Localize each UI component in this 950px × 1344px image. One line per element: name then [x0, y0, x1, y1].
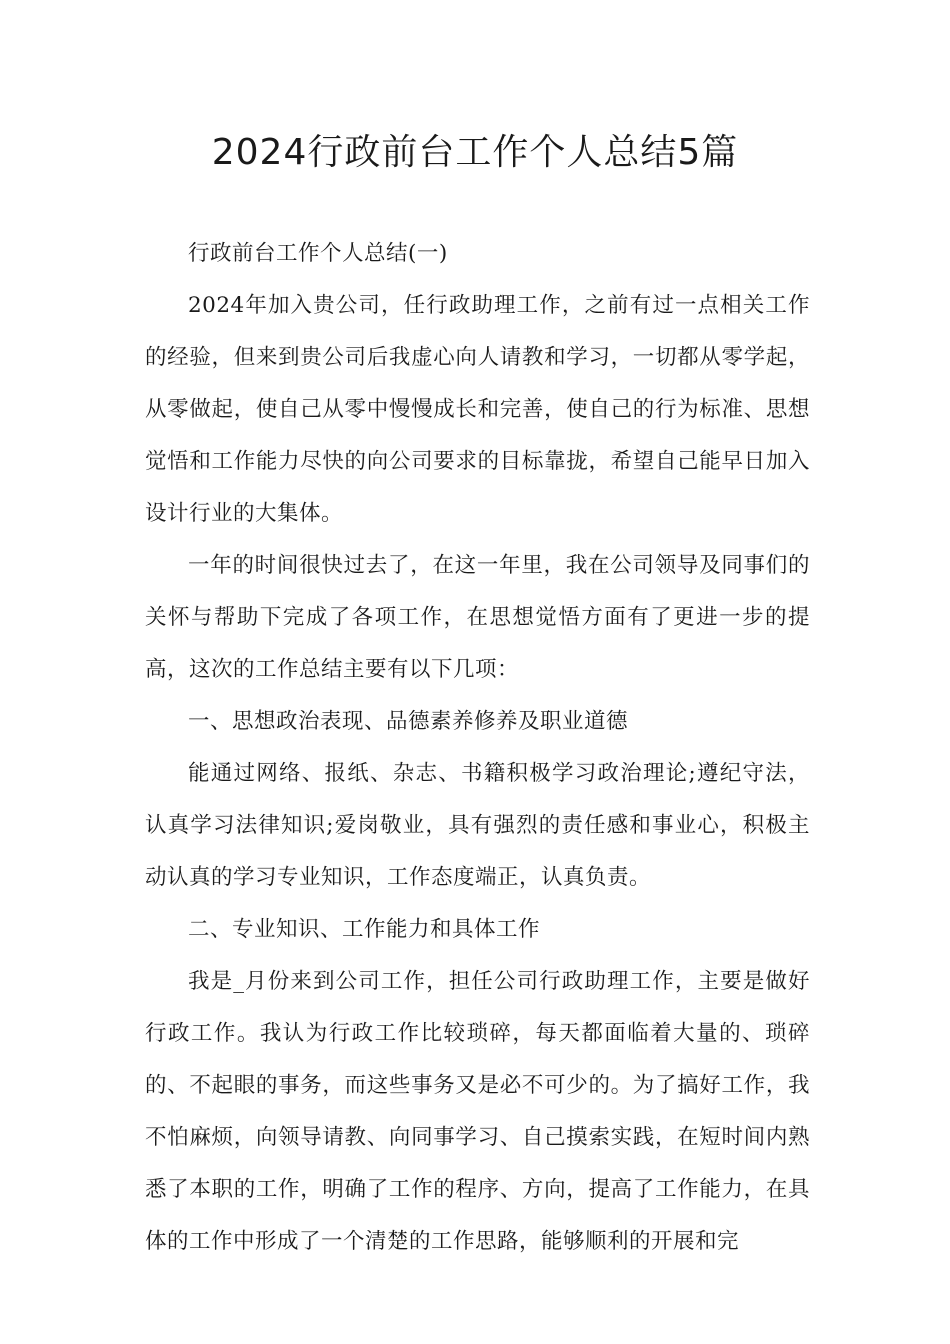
document-body [145, 228, 810, 1268]
subheading-1: 一、思想政治表现、品德素养修养及职业道德 [188, 709, 629, 734]
section-heading-1: 行政前台工作个人总结(一) [188, 241, 448, 266]
subheading-2: 二、专业知识、工作能力和具体工作 [188, 917, 541, 942]
document-title: 2024行政前台工作个人总结5篇 [211, 132, 739, 173]
body-paragraph: 能通过网络、报纸、杂志、书籍积极学习政治理论;遵纪守法，认真学习法律知识;爱岗敬业，具有强烈的责任感和事业心，积极主动认真的学习专业知识，工作态度端正，认真负责。 [145, 761, 810, 890]
body-paragraph: 我是_月份来到公司工作，担任公司行政助理工作，主要是做好行政工作。我认为行政工作比较琐碎，每天都面临着大量的、琐碎的、不起眼的事务，而这些事务又是必不可少的。为了搞好工作，我不怕麻烦，向领导请教、向同事学习、自己摸索实践，在短时间内熟悉了本职的工作，明确了工作的程序、方向，提高了工作能力，在具体的工作中形成了一个清楚的工作思路，能够顺利的开展和完 [145, 969, 810, 1254]
body-paragraph: 一年的时间很快过去了，在这一年里，我在公司领导及同事们的关怀与帮助下完成了各项工作，在思想觉悟方面有了更进一步的提高，这次的工作总结主要有以下几项： [145, 553, 810, 682]
body-paragraph: 2024年加入贵公司，任行政助理工作，之前有过一点相关工作的经验，但来到贵公司后我虚心向人请教和学习，一切都从零学起，从零做起，使自己从零中慢慢成长和完善，使自己的行为标准、思想觉悟和工作能力尽快的向公司要求的目标靠拢，希望自己能早日加入设计行业的大集体。 [145, 293, 810, 526]
